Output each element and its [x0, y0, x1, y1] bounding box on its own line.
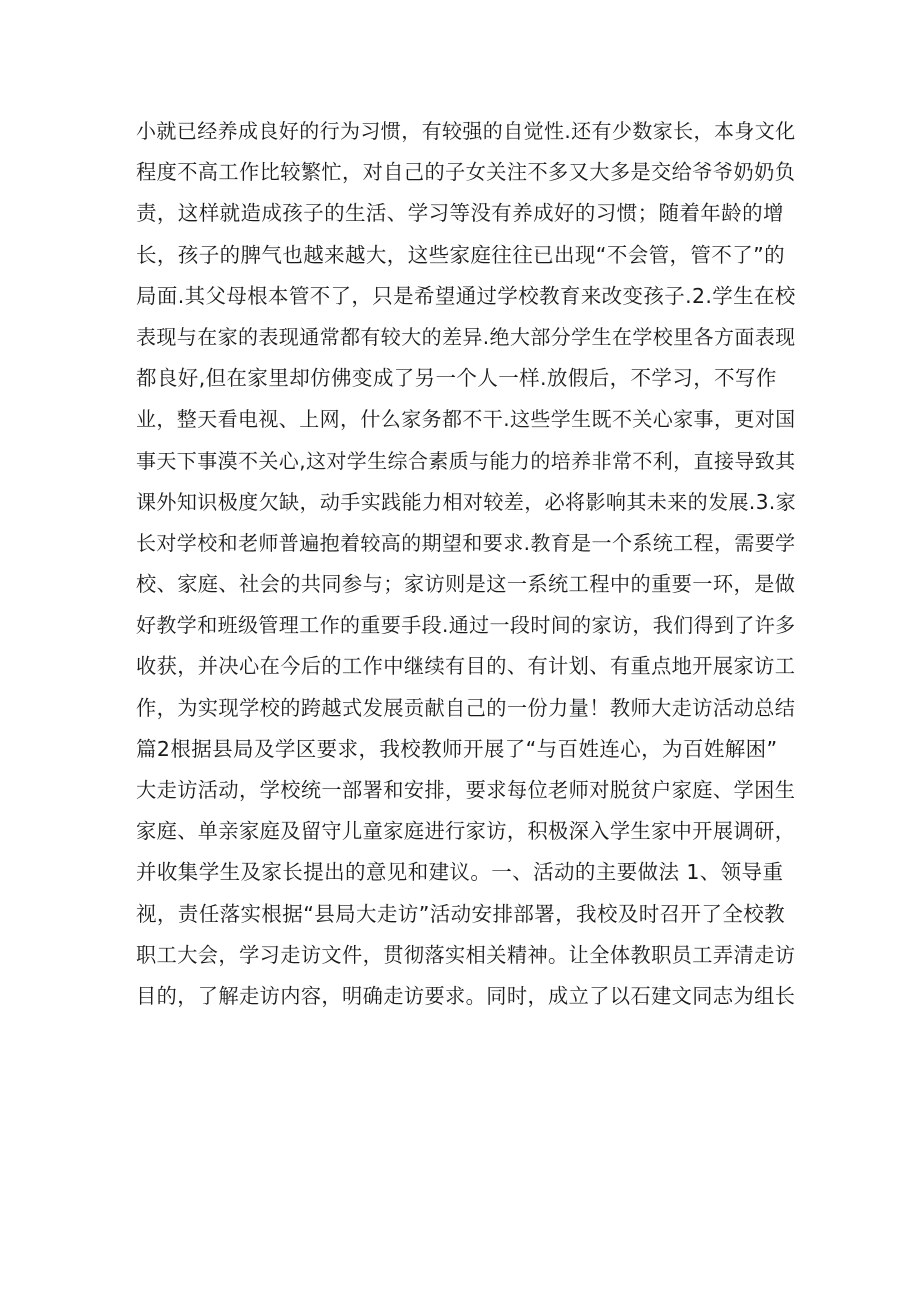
body-text	[136, 111, 796, 1017]
text-line: 目的，了解走访内容，明确走访要求。同时，成立了以石建文同志为组长	[136, 983, 796, 1008]
text-line: 程度不高工作比较繁忙，对自己的子女关注不多又大多是交给爷爷奶奶负	[136, 160, 796, 185]
text-line: 小就已经养成良好的行为习惯，有较强的自觉性.还有少数家长，本身文化	[136, 119, 796, 143]
text-line: 校、家庭、社会的共同参与；家访则是这一系统工程中的重要一环，是做	[136, 572, 796, 597]
text-line: 长对学校和老师普遍抱着较高的期望和要求.教育是一个系统工程，需要学	[136, 530, 796, 555]
text-line: 篇2根据县局及学区要求，我校教师开展了“与百姓连心，为百姓解困”	[136, 736, 778, 761]
text-line: 责，这样就造成孩子的生活、学习等没有养成好的习惯；随着年龄的增	[136, 201, 784, 226]
text-line: 收获，并决心在今后的工作中继续有目的、有计划、有重点地开展家访工	[136, 654, 796, 679]
text-line: 视，责任落实根据“县局大走访”活动安排部署，我校及时召开了全校教	[136, 901, 786, 926]
text-line: 家庭、单亲家庭及留守儿童家庭进行家访，积极深入学生家中开展调研，	[136, 819, 796, 844]
text-line: 长，孩子的脾气也越来越大，这些家庭往往已出现“不会管，管不了”的	[136, 242, 786, 267]
text-line: 职工大会，学习走访文件，贯彻落实相关精神。让全体教职员工弄清走访	[136, 942, 796, 967]
text-line: 事天下事漠不关心,这对学生综合素质与能力的培养非常不利，直接导致其	[136, 448, 796, 473]
text-line: 课外知识极度欠缺，动手实践能力相对较差，必将影响其未来的发展.3.家	[136, 489, 797, 514]
text-line: 都良好,但在家里却仿佛变成了另一个人一样.放假后，不学习，不写作	[136, 366, 777, 391]
text-line: 好教学和班级管理工作的重要手段.通过一段时间的家访，我们得到了许多	[136, 613, 796, 638]
text-line: 大走访活动，学校统一部署和安排，要求每位老师对脱贫户家庭、学困生	[136, 778, 796, 802]
text-line: 局面.其父母根本管不了，只是希望通过学校教育来改变孩子.2.学生在校	[136, 283, 796, 308]
text-line: 业，整天看电视、上网，什么家务都不干.这些学生既不关心家事，更对国	[136, 407, 796, 432]
text-line: 作，为实现学校的跨越式发展贡献自己的一份力量！教师大走访活动总结	[136, 695, 796, 720]
text-line: 表现与在家的表现通常都有较大的差异.绝大部分学生在学校里各方面表现	[136, 324, 796, 349]
text-line: 并收集学生及家长提出的意见和建议。一、活动的主要做法 1、领导重	[136, 860, 784, 885]
